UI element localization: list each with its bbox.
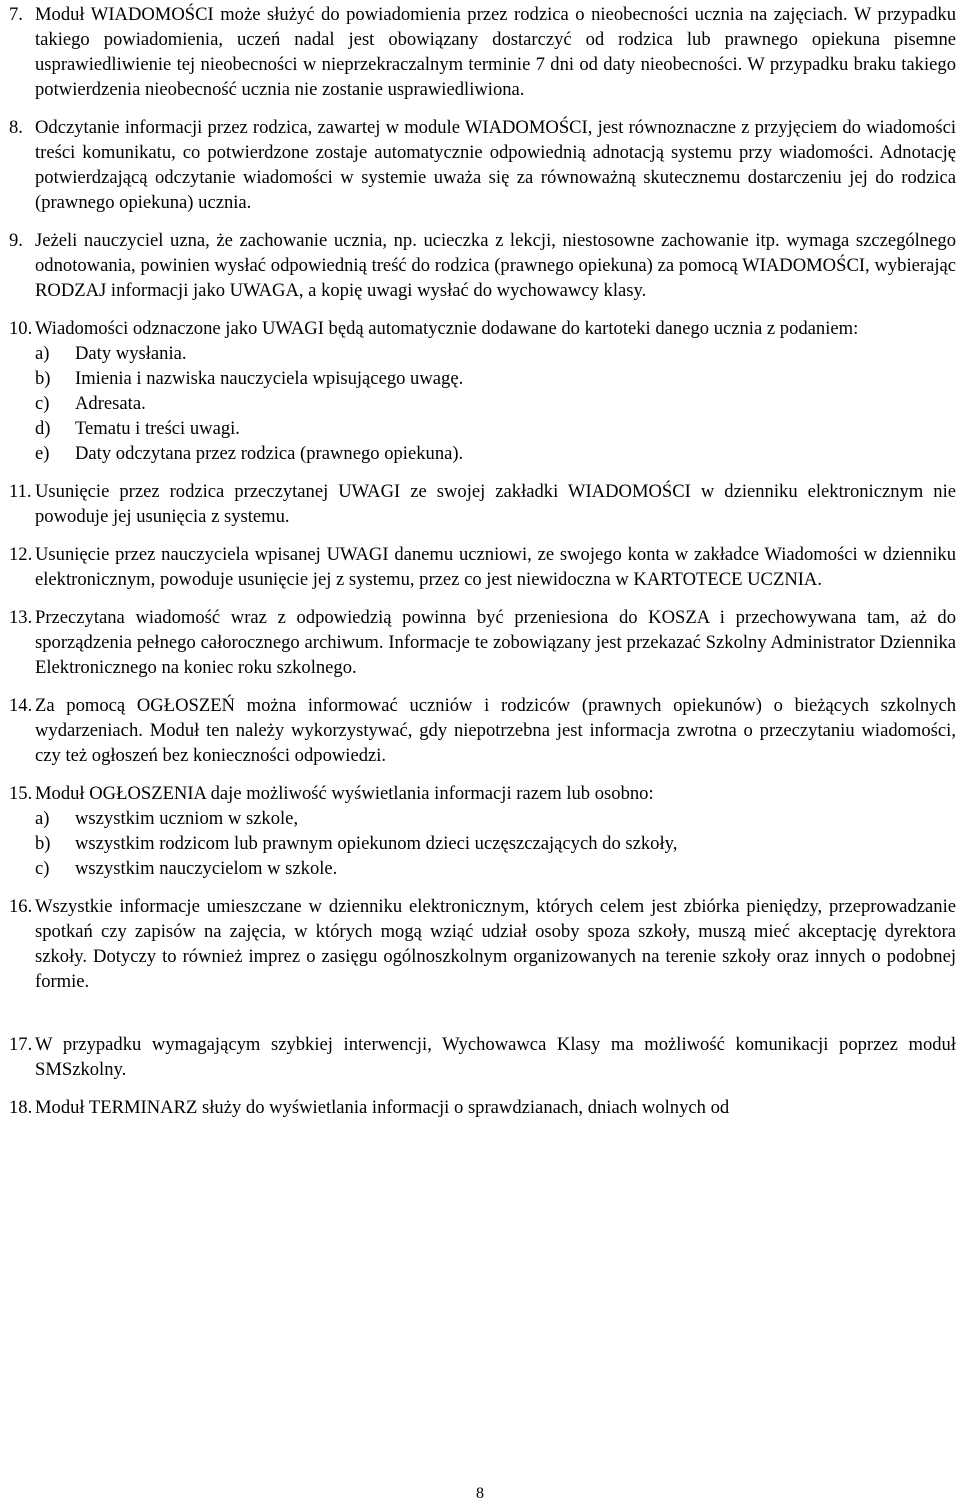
sub-item bbox=[35, 366, 956, 391]
sub-label: d) bbox=[35, 418, 51, 439]
sub-label: a) bbox=[35, 343, 50, 364]
item-number: 16. bbox=[9, 896, 33, 917]
item-number: 10. bbox=[9, 318, 33, 339]
item-text: Moduł TERMINARZ służy do wyświetlania informacji o sprawdzianach, dniach wolnych od bbox=[35, 1097, 730, 1118]
list-item-14 bbox=[9, 693, 956, 768]
sub-list bbox=[35, 806, 956, 881]
item-text: Usunięcie przez rodzica przeczytanej UWAGI ze swojej zakładki WIADOMOŚCI w dzienniku elektronicznym nie powoduje jej usunięcia z systemu. bbox=[35, 481, 956, 527]
sub-text: wszystkim rodzicom lub prawnym opiekunom dzieci uczęszczających do szkoły, bbox=[75, 833, 678, 854]
item-number: 14. bbox=[9, 695, 33, 716]
item-text: Jeżeli nauczyciel uzna, że zachowanie ucznia, np. ucieczka z lekcji, niestosowne zachowanie itp. wymaga szczególnego odnotowania, powinien wysłać odpowiednią treść do rodzica (prawnego opiekuna) za pomocą WIADOMOŚCI, wybierając RODZAJ informacji jako UWAGA, a kopię uwagi wysłać do wychowawcy klasy. bbox=[35, 230, 956, 301]
item-text: Moduł WIADOMOŚCI może służyć do powiadomienia przez rodzica o nieobecności ucznia na zajęciach. W przypadku takiego powiadomienia, uczeń nadal jest obowiązany dostarczyć od rodzica lub prawnego opiekuna pisemne usprawiedliwienie tej nieobecności w nieprzekraczalnym terminie 7 dni od daty nieobecności. W przypadku braku takiego potwierdzenia nieobecność ucznia nie zostanie usprawiedliwiona. bbox=[35, 4, 956, 100]
list-item-18 bbox=[9, 1095, 956, 1120]
sub-text: wszystkim nauczycielom w szkole. bbox=[75, 858, 338, 879]
page-number: 8 bbox=[476, 1485, 484, 1502]
item-text: Wiadomości odznaczone jako UWAGI będą automatycznie dodawane do kartoteki danego ucznia z podaniem: bbox=[35, 318, 859, 339]
sub-item bbox=[35, 831, 956, 856]
sub-text: wszystkim uczniom w szkole, bbox=[75, 808, 299, 829]
sub-label: e) bbox=[35, 443, 50, 464]
list-item-9 bbox=[9, 228, 956, 303]
sub-label: c) bbox=[35, 858, 50, 879]
item-number: 17. bbox=[9, 1034, 33, 1055]
list-item-15 bbox=[9, 781, 956, 881]
sub-label: a) bbox=[35, 808, 50, 829]
item-text: Za pomocą OGŁOSZEŃ można informować uczniów i rodziców (prawnych opiekunów) o bieżących szkolnych wydarzeniach. Moduł ten należy wykorzystywać, gdy niepotrzebna jest informacja zwrotna o przeczytaniu wiadomości, czy też ogłoszeń bez konieczności odpowiedzi. bbox=[35, 695, 956, 766]
item-number: 9. bbox=[9, 230, 23, 251]
sub-item bbox=[35, 441, 956, 466]
sub-item bbox=[35, 806, 956, 831]
item-text: Usunięcie przez nauczyciela wpisanej UWAGI danemu uczniowi, ze swojego konta w zakładce Wiadomości w dzienniku elektronicznym, powoduje usunięcie jej z systemu, przez co jest niewidoczna w KARTOTECE UCZNIA. bbox=[35, 544, 956, 590]
item-number: 7. bbox=[9, 4, 23, 25]
list-item-17 bbox=[9, 1032, 956, 1082]
item-text: Odczytanie informacji przez rodzica, zawartej w module WIADOMOŚCI, jest równoznaczne z przyjęciem do wiadomości treści komunikatu, co potwierdzone zostaje automatycznie odpowiednią adnotacją systemu przy wiadomości. Adnotację potwierdzającą odczytanie wiadomości w systemie uważa się za równoważną skutecznemu dostarczeniu jej do rodzica (prawnego opiekuna) ucznia. bbox=[35, 117, 956, 213]
sub-text: Tematu i treści uwagi. bbox=[75, 418, 240, 439]
item-number: 13. bbox=[9, 607, 33, 628]
item-number: 15. bbox=[9, 783, 33, 804]
list-item-10 bbox=[9, 316, 956, 466]
list-item-16 bbox=[9, 894, 956, 994]
item-number: 12. bbox=[9, 544, 33, 565]
item-text: Przeczytana wiadomość wraz z odpowiedzią powinna być przeniesiona do KOSZA i przechowywana tam, aż do sporządzenia pełnego całorocznego archiwum. Informacje te zobowiązany jest przekazać Szkolny Administrator Dziennika Elektronicznego na koniec roku szkolnego. bbox=[35, 607, 956, 678]
item-text: Moduł OGŁOSZENIA daje możliwość wyświetlania informacji razem lub osobno: bbox=[35, 783, 654, 804]
sub-item bbox=[35, 856, 956, 881]
sub-text: Adresata. bbox=[75, 393, 146, 414]
list-item-8 bbox=[9, 115, 956, 215]
list-item-12 bbox=[9, 542, 956, 592]
sub-text: Daty wysłania. bbox=[75, 343, 187, 364]
item-text: W przypadku wymagającym szybkiej interwencji, Wychowawca Klasy ma możliwość komunikacji poprzez moduł SMSzkolny. bbox=[35, 1034, 956, 1080]
item-number: 11. bbox=[9, 481, 32, 502]
sub-item bbox=[35, 416, 956, 441]
sub-label: c) bbox=[35, 393, 50, 414]
numbered-list bbox=[9, 2, 956, 1133]
list-item-13 bbox=[9, 605, 956, 680]
sub-label: b) bbox=[35, 833, 51, 854]
item-number: 8. bbox=[9, 117, 23, 138]
list-item-11 bbox=[9, 479, 956, 529]
sub-item bbox=[35, 341, 956, 366]
item-number: 18. bbox=[9, 1097, 33, 1118]
sub-text: Daty odczytana przez rodzica (prawnego opiekuna). bbox=[75, 443, 464, 464]
item-text: Wszystkie informacje umieszczane w dzienniku elektronicznym, których celem jest zbiórka pieniędzy, przeprowadzanie spotkań czy zapisów na zajęcia, w których mogą wziąć udział osoby spoza szkoły, muszą mieć akceptację dyrektora szkoły. Dotyczy to również imprez o zasięgu ogólnoszkolnym organizowanych na terenie szkoły oraz innych o podobnej formie. bbox=[35, 896, 956, 992]
list-item-7 bbox=[9, 2, 956, 102]
sub-label: b) bbox=[35, 368, 51, 389]
sub-text: Imienia i nazwiska nauczyciela wpisującego uwagę. bbox=[75, 368, 464, 389]
sub-item bbox=[35, 391, 956, 416]
sub-list bbox=[35, 341, 956, 466]
